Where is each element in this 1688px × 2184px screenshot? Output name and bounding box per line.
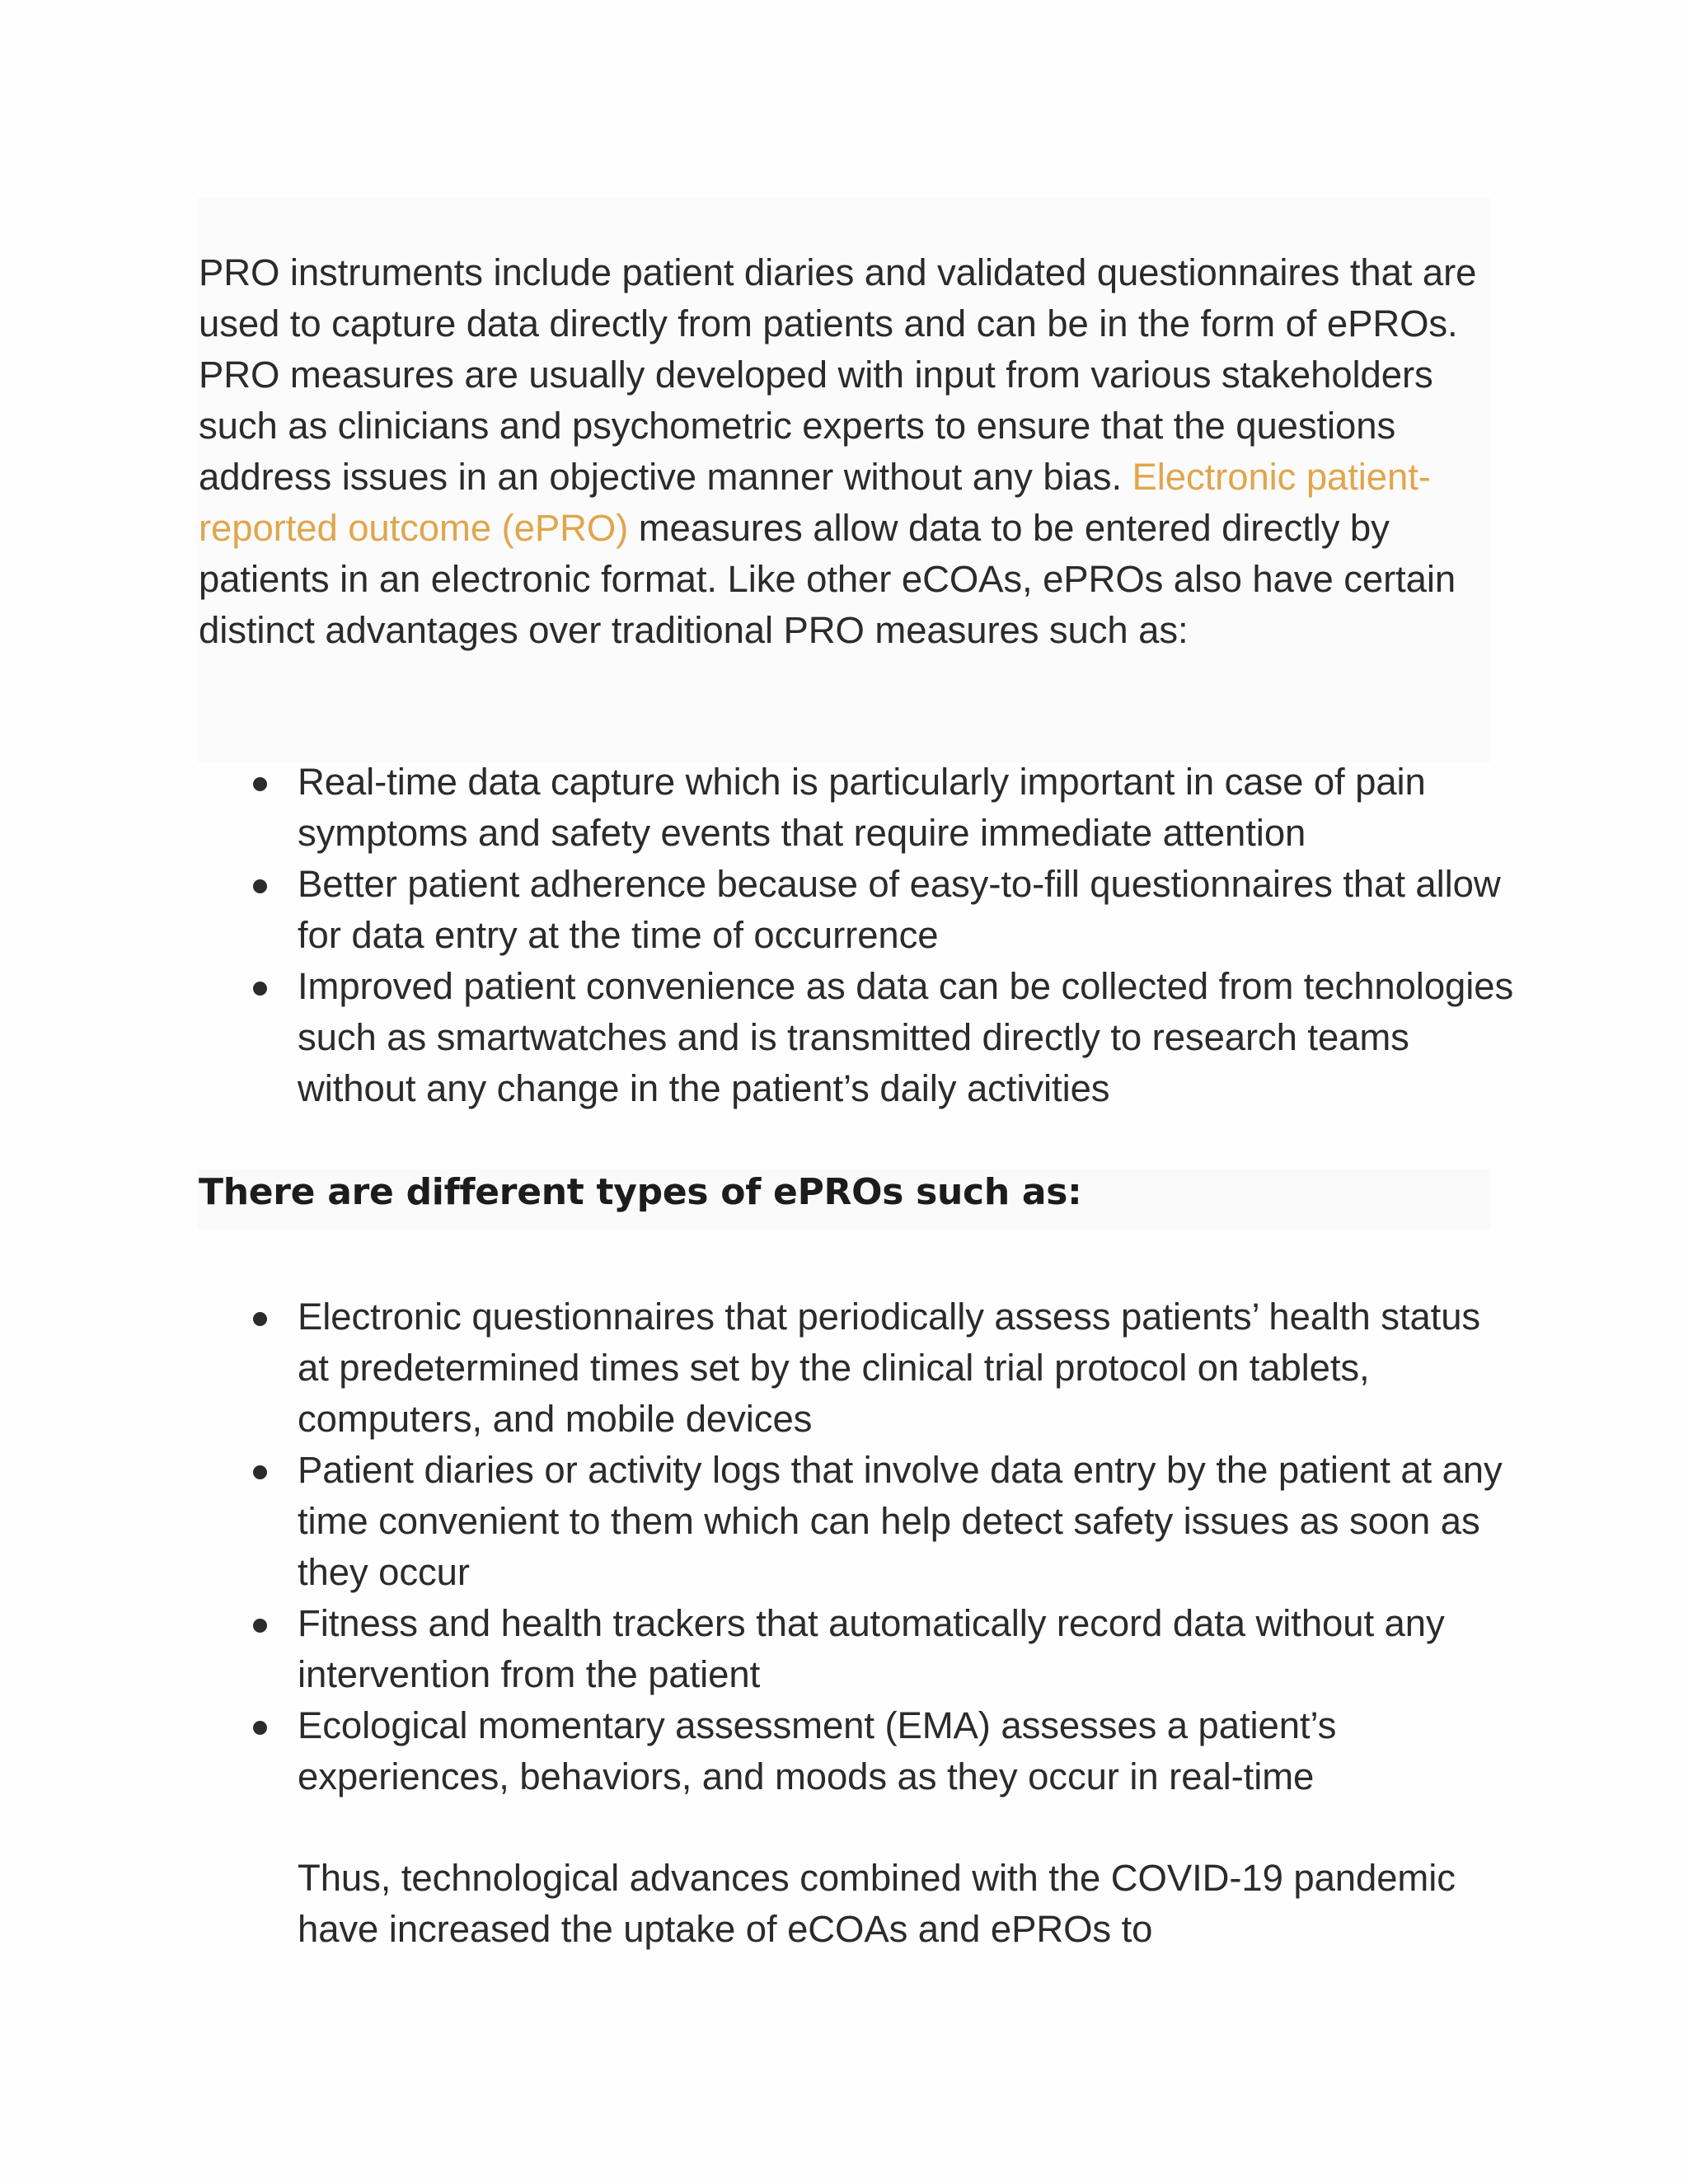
list-item: [199, 1291, 1517, 1445]
bullet-icon: [253, 1312, 267, 1326]
list-item: [199, 1598, 1517, 1700]
bullet-icon: [253, 1619, 267, 1633]
list-item-text: Improved patient convenience as data can be collected from technologies such as smartwatches and is transmitted directly to research teams without any change in the patient’s daily activities: [298, 965, 1514, 1109]
list-item-text: Patient diaries or activity logs that involve data entry by the patient at any time convenient to them which can help detect safety issues as soon as they occur: [298, 1449, 1503, 1593]
list-item-text: Real-time data capture which is particularly important in case of pain symptoms and safety events that require immediate attention: [298, 761, 1426, 854]
intro-text-before-link: PRO instruments include patient diaries and validated questionnaires that are used to capture data directly from patients and can be in the form of ePROs. PRO measures are usually developed with input from various stakeholders such as clinicians and psychometric experts to ensure that the questions address issues in an objective manner without any bias.: [199, 251, 1477, 498]
closing-paragraph: Thus, technological advances combined with the COVID-19 pandemic have increased the uptake of eCOAs and ePROs to: [298, 1857, 1456, 1950]
list-item-text: Electronic questionnaires that periodically assess patients’ health status at predetermined times set by the clinical trial protocol on tablets, computers, and mobile devices: [298, 1296, 1481, 1440]
list-item: [199, 859, 1517, 961]
bullet-icon: [253, 879, 267, 893]
list-item-text: Better patient adherence because of easy-to-fill questionnaires that allow for data entry at the time of occurrence: [298, 863, 1501, 956]
epro-link[interactable]: Electronic patient-reported outcome (ePRO): [199, 456, 1431, 549]
types-list: [199, 1291, 1517, 1802]
bullet-icon: [253, 1721, 267, 1735]
list-item: [199, 961, 1517, 1114]
list-item-text: Ecological momentary assessment (EMA) assesses a patient’s experiences, behaviors, and moods as they occur in real-time: [298, 1704, 1337, 1797]
bullet-icon: [253, 1465, 267, 1479]
advantages-list: [199, 757, 1517, 1114]
types-heading: There are different types of ePROs such as:: [199, 1171, 1082, 1213]
intro-text-after-link: measures allow data to be entered directly by patients in an electronic format. Like other eCOAs, ePROs also have certain distinct advantages over traditional PRO measures such as:: [199, 507, 1456, 651]
bullet-icon: [253, 777, 267, 791]
intro-paragraph: [199, 247, 1501, 656]
list-item-text: Fitness and health trackers that automatically record data without any intervention from the patient: [298, 1602, 1445, 1695]
list-item: [199, 1445, 1517, 1598]
list-item: [199, 1700, 1517, 1802]
bullet-icon: [253, 982, 267, 996]
list-item: [199, 757, 1517, 859]
